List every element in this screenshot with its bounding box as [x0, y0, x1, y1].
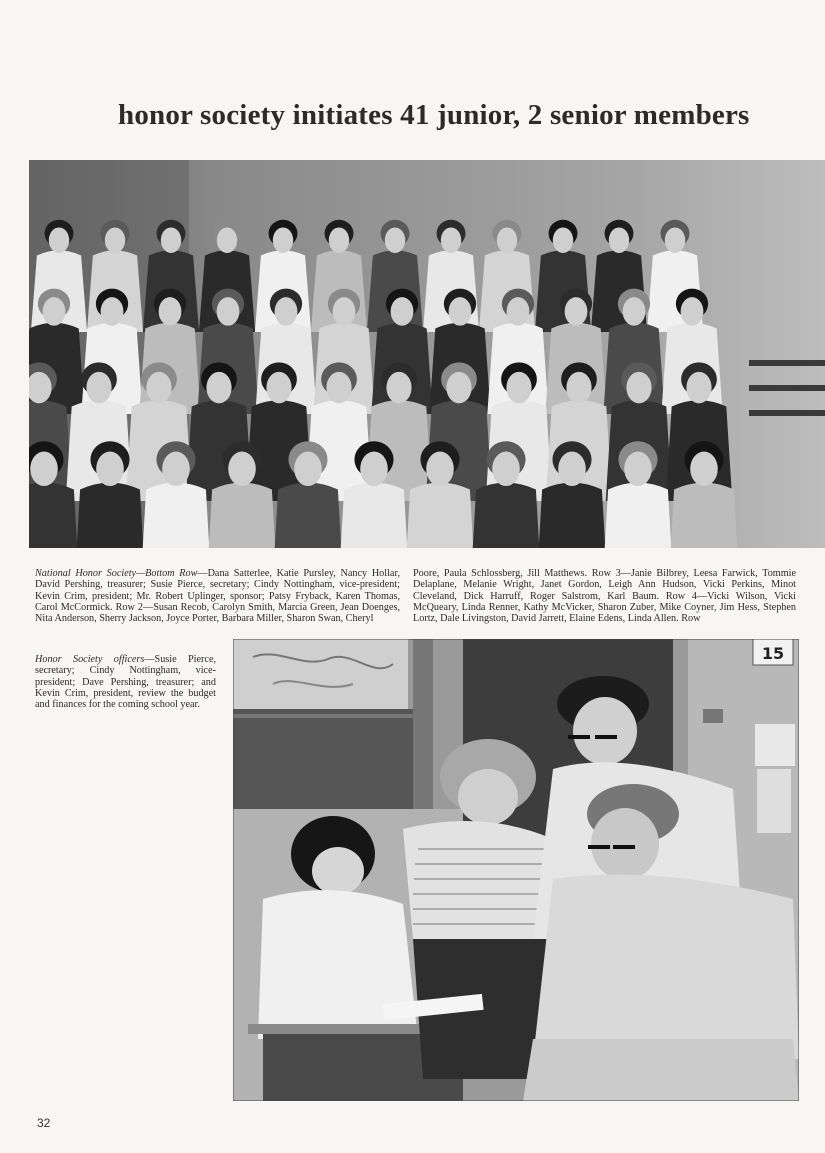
officers-caption-text: —Susie Pierce, secretary; Cindy Nottingham, vice-president; Dave Pershing, treasurer; and Kevin Crim, president, review the budget and finances for the coming school year. — [35, 654, 217, 710]
group-caption-left-text: —Dana Satterlee, Katie Pursley, Nancy Hollar, David Pershing, treasurer; Susie Pierce, secretary; Cindy Nottingham, vice-president; Kevin Crim, president; Mr. Robert Uplinger, sponsor; Patsy Fryback, Karen Thomas, Carol McCormick. Row 2—Susan Recob, Carolyn Smith, Marcia Green, Jean Doenges, Nita Anderson, Sherry Jackson, Joyce Porter, Barbara Miller, Sharon Swan, Cheryl — [35, 568, 400, 624]
page-number: 32 — [37, 1116, 51, 1130]
map-board — [233, 639, 413, 809]
group-photo — [29, 160, 825, 548]
officers-caption-lead: Honor Society officers — [35, 654, 145, 666]
group-caption-lead: National Honor Society—Bottom Row — [35, 568, 198, 580]
page-headline: honor society initiates 41 junior, 2 senior members — [118, 99, 750, 132]
group-caption-left — [35, 568, 400, 624]
officers-caption — [35, 654, 216, 710]
calendar-number: 15 — [761, 644, 785, 663]
officers-photo — [233, 639, 799, 1101]
group-caption-right: Poore, Paula Schlossberg, Jill Matthews. Row 3—Janie Bilbrey, Leesa Farwick, Tommie Delaplane, Melanie Wright, Janet Gordon, Leigh Ann Hudson, Vicki Perkins, Minot Cleveland, Dick Harruff, Roger Salstrom, Karl Baum. Row 4—Vicki Wilson, Vicki McQueary, Linda Renner, Kathy McVicker, Sharon Zuber, Mike Coyner, Jim Hess, Stephen Lortz, Dale Livingston, David Jarrett, Elaine Edens, Linda Allen. Row — [413, 568, 796, 624]
